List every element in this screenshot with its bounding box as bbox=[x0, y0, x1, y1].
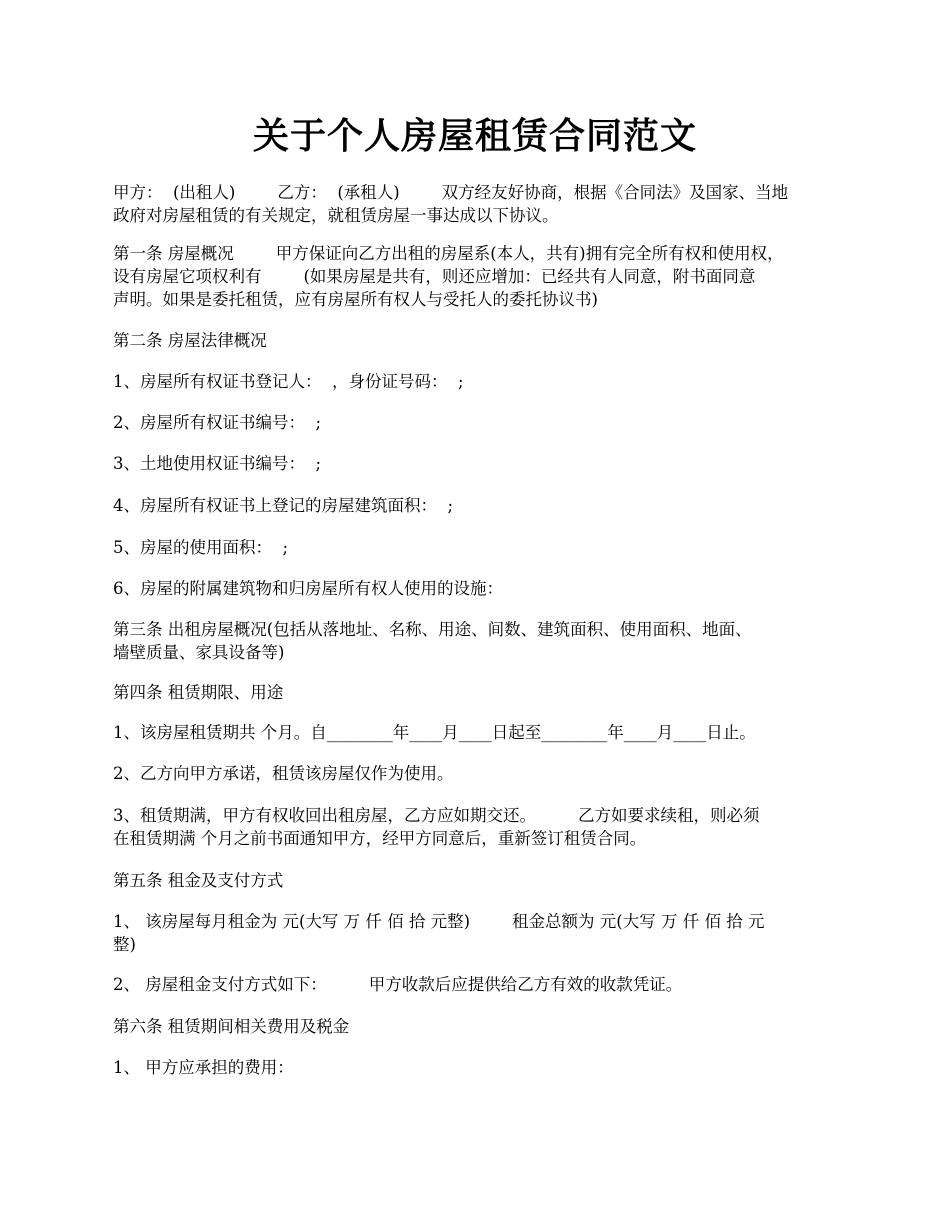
paragraph-payment-method: 2、 房屋租金支付方式如下： 甲方收款后应提供给乙方有效的收款凭证。 bbox=[113, 975, 683, 994]
paragraph-item-land-certificate: 3、土地使用权证书编号： ; bbox=[113, 454, 322, 473]
paragraph-lease-expiry: 3、租赁期满，甲方有权收回出租房屋，乙方应如期交还。 乙方如要求续租，则必须 在租赁期满 个月之前书面通知甲方，经甲方同意后，重新签订租赁合同。 bbox=[113, 806, 760, 848]
paragraph-item-registrant: 1、房屋所有权证书登记人： ，身份证号码： ; bbox=[113, 372, 464, 391]
paragraph-lease-term: 1、该房屋租赁期共 个月。自________年____月____日起至________年____月____日止。 bbox=[113, 723, 756, 742]
paragraph-item-certificate-number: 2、房屋所有权证书编号： ; bbox=[113, 413, 322, 432]
paragraph-article-2-heading: 第二条 房屋法律概况 bbox=[113, 331, 267, 350]
paragraph-article-1: 第一条 房屋概况 甲方保证向乙方出租的房屋系(本人，共有)拥有完全所有权和使用权， 设有房屋它项权利有 (如果房屋是共有，则还应增加：已经共有人同意，附书面同意 声明。如果是委托租赁，应有房屋所有权人与受托人的委托协议书) bbox=[113, 244, 784, 309]
paragraph-item-facilities: 6、房屋的附属建筑物和归房屋所有权人使用的设施： bbox=[113, 579, 503, 598]
paragraph-monthly-rent: 1、 该房屋每月租金为 元(大写 万 仟 佰 拾 元整) 租金总额为 元(大写 万 仟 佰 拾 元 整) bbox=[113, 912, 765, 954]
paragraph-article-6-heading: 第六条 租赁期间相关费用及税金 bbox=[113, 1017, 350, 1036]
paragraph-landlord-costs: 1、 甲方应承担的费用： bbox=[113, 1058, 294, 1077]
paragraph-article-4-heading: 第四条 租赁期限、用途 bbox=[113, 683, 284, 702]
paragraph-article-3: 第三条 出租房屋概况(包括从落地址、名称、用途、间数、建筑面积、使用面积、地面、 墙壁质量、家具设备等) bbox=[113, 620, 752, 662]
paragraph-item-usable-area: 5、房屋的使用面积： ; bbox=[113, 538, 289, 557]
paragraph-lease-use: 2、乙方向甲方承诺，租赁该房屋仅作为使用。 bbox=[113, 764, 454, 783]
paragraph-parties: 甲方： (出租人) 乙方： (承租人) 双方经友好协商，根据《合同法》及国家、当地 政府对房屋租赁的有关规定，就租赁房屋一事达成以下协议。 bbox=[113, 183, 789, 225]
paragraph-article-5-heading: 第五条 租金及支付方式 bbox=[113, 871, 284, 890]
paragraph-item-building-area: 4、房屋所有权证书上登记的房屋建筑面积： ; bbox=[113, 496, 454, 515]
document-title: 关于个人房屋租赁合同范文 bbox=[252, 115, 697, 157]
